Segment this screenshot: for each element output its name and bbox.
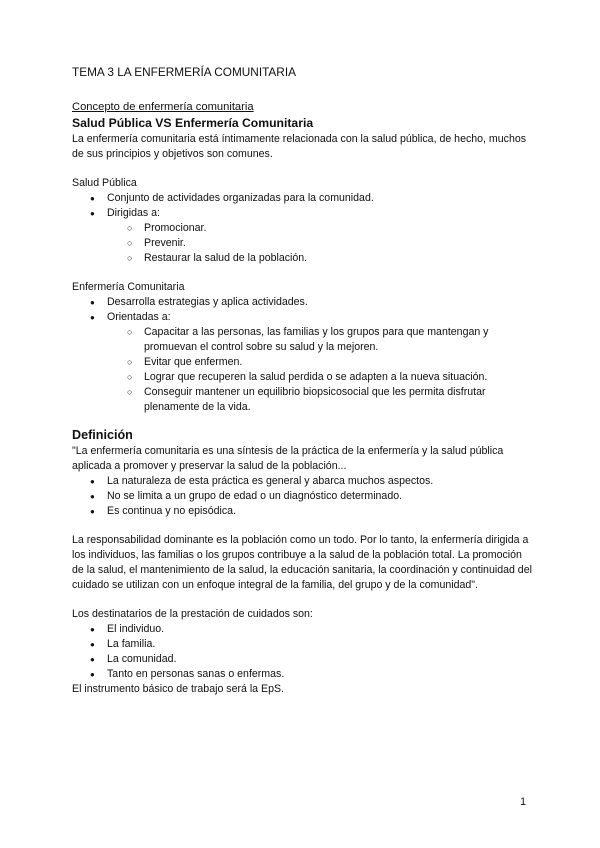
vs-heading: Salud Pública VS Enfermería Comunitaria bbox=[72, 116, 314, 130]
section-concept-heading: Concepto de enfermería comunitaria bbox=[72, 101, 254, 113]
definicion-list bbox=[72, 474, 532, 519]
list-item: ● Es continua y no episódica. bbox=[72, 504, 532, 519]
salud-publica-list bbox=[72, 191, 532, 221]
list-item: ● La naturaleza de esta práctica es general y abarca muchos aspectos. bbox=[72, 474, 532, 489]
definicion-quote: "La enfermería comunitaria es una síntesis de la práctica de la enfermería y la salud pública aplicada a promover y preservar la salud de la población... bbox=[72, 445, 504, 472]
document-title: TEMA 3 LA ENFERMERÍA COMUNITARIA bbox=[72, 65, 296, 79]
list-item: ● Conjunto de actividades organizadas para la comunidad. bbox=[72, 191, 532, 206]
destinatarios-intro: Los destinatarios de la prestación de cuidados son: bbox=[72, 608, 313, 620]
spacer bbox=[72, 162, 532, 176]
page-number: 1 bbox=[520, 796, 526, 808]
list-item: ● El individuo. bbox=[72, 622, 532, 637]
list-item: ● La comunidad. bbox=[72, 652, 532, 667]
spacer bbox=[72, 519, 532, 533]
spacer bbox=[72, 593, 532, 607]
closing-line: El instrumento básico de trabajo será la EpS. bbox=[72, 683, 284, 695]
definicion-heading: Definición bbox=[72, 428, 133, 442]
enfermeria-comunitaria-label: Enfermería Comunitaria bbox=[72, 281, 185, 293]
list-item: ● La familia. bbox=[72, 637, 532, 652]
destinatarios-list bbox=[72, 622, 532, 682]
sub-list-item: ○ Prevenir. bbox=[72, 236, 532, 251]
list-item: ● Tanto en personas sanas o enfermas. bbox=[72, 667, 532, 682]
enfermeria-comunitaria-sublist bbox=[72, 325, 532, 415]
sub-list-item: ○ Conseguir mantener un equilibrio biopsicosocial que les permita disfrutar plenamente de la vida. bbox=[72, 385, 532, 415]
sub-list-item: ○ Promocionar. bbox=[72, 221, 532, 236]
list-item: ● Orientadas a: bbox=[72, 310, 532, 325]
salud-publica-sublist bbox=[72, 221, 532, 266]
list-item: ● Desarrolla estrategias y aplica actividades. bbox=[72, 295, 532, 310]
sub-list-item: ○ Restaurar la salud de la población. bbox=[72, 251, 532, 266]
enfermeria-comunitaria-list bbox=[72, 295, 532, 325]
list-item: ● No se limita a un grupo de edad o un diagnóstico determinado. bbox=[72, 489, 532, 504]
list-item: ● Dirigidas a: bbox=[72, 206, 532, 221]
document-page bbox=[72, 64, 532, 697]
intro-paragraph: La enfermería comunitaria está íntimamente relacionada con la salud pública, de hecho, muchos de sus principios y objetivos son comunes. bbox=[72, 133, 527, 160]
sub-list-item: ○ Capacitar a las personas, las familias y los grupos para que mantengan y promuevan el control sobre su salud y la mejoren. bbox=[72, 325, 532, 355]
sub-list-item: ○ Evitar que enfermen. bbox=[72, 355, 532, 370]
definicion-paragraph: La responsabilidad dominante es la población como un todo. Por lo tanto, la enfermería dirigida a los individuos, las familias o los grupos contribuye a la salud de la población total. La promoción de la salud, el mantenimiento de la salud, la educación sanitaria, la coordinación y continuidad del cuidado se utilizan con un enfoque integral de la familia, del grupo y de la comunidad". bbox=[72, 534, 532, 591]
sub-list-item: ○ Lograr que recuperen la salud perdida o se adapten a la nueva situación. bbox=[72, 370, 532, 385]
spacer bbox=[72, 266, 532, 280]
salud-publica-label: Salud Pública bbox=[72, 177, 137, 189]
